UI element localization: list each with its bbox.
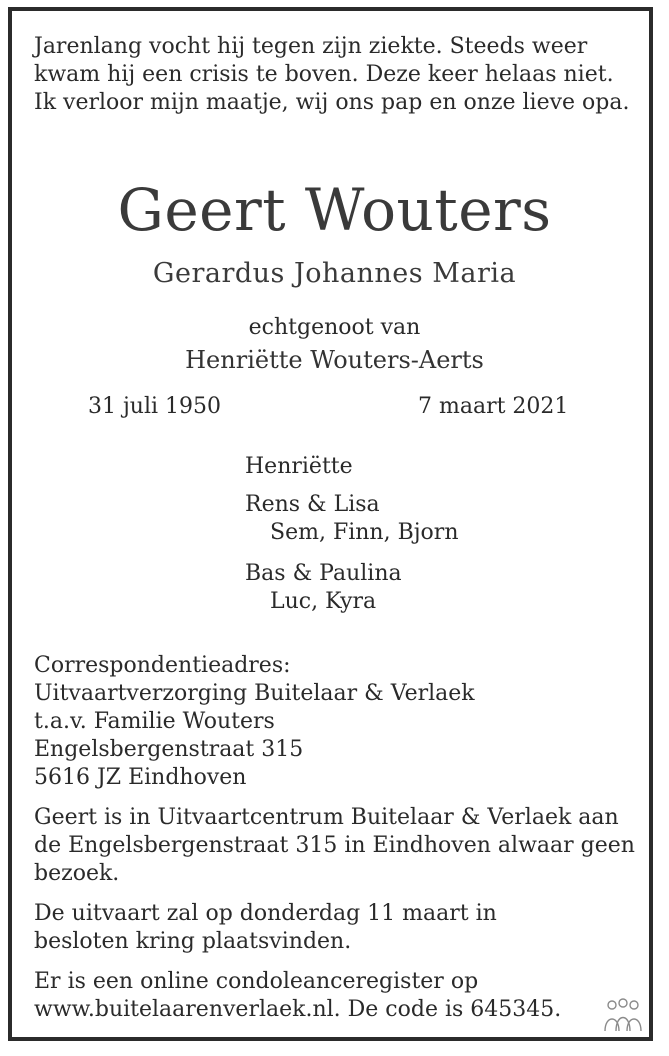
family-parents-2: Bas & Paulina [245, 561, 402, 586]
obituary-frame [8, 7, 653, 1041]
funeral-notice: De uitvaart zal op donderdag 11 maart in besloten kring plaatsvinden. [34, 901, 497, 954]
death-date: 7 maart 2021 [418, 394, 569, 419]
given-names: Gerardus Johannes Maria [152, 258, 517, 289]
address-line-2: t.a.v. Familie Wouters [34, 709, 275, 734]
address-line-3: Engelsbergenstraat 315 [34, 737, 304, 762]
visit-notice: Geert is in Uitvaartcentrum Buitelaar & Verlaek aan de Engelsbergenstraat 315 in Eindhoven alwaar geen bezoek. [34, 805, 635, 886]
intro-text: Jarenlang vocht hij tegen zijn ziekte. Steeds weer kwam hij een crisis te boven. Deze keer helaas niet. Ik verloor mijn maatje, wij ons pap en onze lieve opa. [34, 34, 630, 115]
family-parents-1: Rens & Lisa [245, 492, 380, 517]
spouse-intro: echtgenoot van [248, 315, 421, 340]
family-wife: Henriëtte [245, 454, 353, 479]
address-heading: Correspondentieadres: [34, 653, 291, 678]
address-line-4: 5616 JZ Eindhoven [34, 765, 247, 790]
family-children-1: Sem, Finn, Bjorn [270, 520, 459, 545]
deceased-name: Geert Wouters [117, 176, 552, 244]
spouse-name: Henriëtte Wouters-Aerts [185, 346, 484, 374]
people-group-icon [601, 997, 645, 1033]
register-notice: Er is een online condoleanceregister op www.buitelaarenverlaek.nl. De code is 645345. [34, 969, 562, 1022]
birth-date: 31 juli 1950 [88, 394, 222, 419]
address-line-1: Uitvaartverzorging Buitelaar & Verlaek [34, 681, 475, 706]
family-children-2: Luc, Kyra [270, 589, 377, 614]
